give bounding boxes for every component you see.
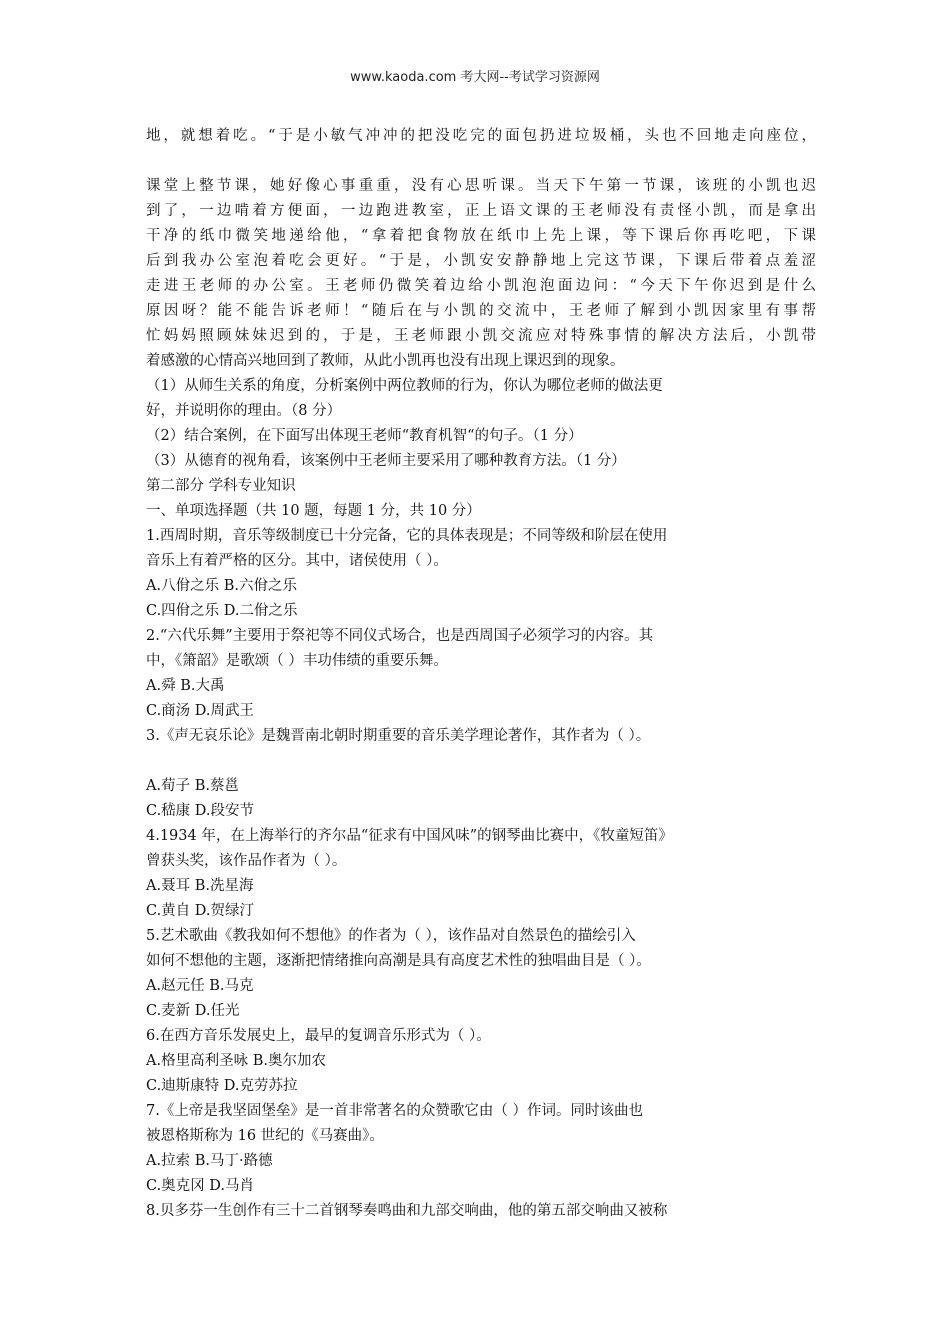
question-line: 好，并说明你的理由。（8 分） xyxy=(146,403,342,419)
question-2 xyxy=(146,624,816,724)
question-options: A.格里高利圣咏 B.奥尔加农 xyxy=(146,1053,326,1069)
question-stem: 6.在西方音乐发展史上，最早的复调音乐形式为（ ）。 xyxy=(146,1028,491,1044)
text-line: 忙妈妈照顾妹妹迟到的，于是，王老师跟小凯交流应对特殊事情的解决方法后，小凯带 xyxy=(146,328,816,344)
question-7 xyxy=(146,1099,816,1199)
case-paragraph xyxy=(146,174,816,374)
section-title: 一、单项选择题（共 10 题，每题 1 分，共 10 分） xyxy=(146,503,481,519)
question-options: C.商汤 D.周武王 xyxy=(146,703,255,719)
question-options: C.黄自 D.贺绿汀 xyxy=(146,903,255,919)
question-stem: 中，《箫韶》是歌颂（ ）丰功伟绩的重要乐舞。 xyxy=(146,653,448,669)
question-line: （3）从德育的视角看，该案例中王老师主要采用了哪种教育方法。（1 分） xyxy=(146,453,626,469)
question-stem: 音乐上有着严格的区分。其中，诸侯使用（ ）。 xyxy=(146,553,448,569)
page-header: www.kaoda.com 考大网--考试学习资源网 xyxy=(350,70,600,85)
question-1 xyxy=(146,524,816,624)
question-stem: 3.《声无哀乐论》是魏晋南北朝时期重要的音乐美学理论著作，其作者为（ ）。 xyxy=(146,728,651,744)
text-line: 走进王老师的办公室。王老师仍微笑着边给小凯泡泡面边问：“今天下午你迟到是什么 xyxy=(146,278,816,294)
question-options: A.聂耳 B.冼星海 xyxy=(146,878,254,894)
text-line: 干净的纸巾微笑地递给他，“拿着把食物放在纸巾上先上课，等下课后你再吃吧，下课 xyxy=(146,228,816,244)
question-4 xyxy=(146,824,816,924)
question-options: C.迪斯康特 D.克劳苏拉 xyxy=(146,1078,298,1094)
question-stem: 如何不想他的主题，逐渐把情绪推向高潮是具有高度艺术性的独唱曲目是（ ）。 xyxy=(146,953,651,969)
question-options: C.嵇康 D.段安节 xyxy=(146,803,255,819)
question-line: （2）结合案例，在下面写出体现王老师“教育机智“的句子。（1 分） xyxy=(146,428,583,444)
text-line: 着感激的心情高兴地回到了教师，从此小凯再也没有出现上课迟到的现象。 xyxy=(146,353,625,369)
question-stem: 4.1934 年，在上海举行的齐尔品“征求有中国风味”的钢琴曲比赛中，《牧童短笛》 xyxy=(146,828,673,844)
question-stem: 曾获头奖，该作品作者为（ ）。 xyxy=(146,853,347,869)
question-options: A.赵元任 B.马克 xyxy=(146,978,254,994)
question-options: C.麦新 D.任光 xyxy=(146,1003,240,1019)
question-6 xyxy=(146,1024,816,1099)
question-stem: 被恩格斯称为 16 世纪的《马赛曲》。 xyxy=(146,1128,384,1144)
case-questions xyxy=(146,374,816,474)
question-options: A.拉索 B.马丁·路德 xyxy=(146,1153,273,1169)
question-options: A.荀子 B.蔡邕 xyxy=(146,778,239,794)
question-options: A.舜 B.大禹 xyxy=(146,678,225,694)
question-8 xyxy=(146,1199,816,1224)
question-stem: 1.西周时期，音乐等级制度已十分完备，它的具体表现是；不同等级和阶层在使用 xyxy=(146,528,668,544)
question-stem: 5.艺术歌曲《教我如何不想他》的作者为（ ），该作品对自然景色的描绘引入 xyxy=(146,928,636,944)
part-title: 第二部分 学科专业知识 xyxy=(146,478,296,494)
text-line: 课堂上整节课，她好像心事重重，没有心思听课。当天下午第一节课，该班的小凯也迟 xyxy=(146,178,816,194)
text-line: 后到我办公室泡着吃会更好。“于是，小凯安安静静地上完这节课，下课后带着点羞涩 xyxy=(146,253,816,269)
question-options: A.八佾之乐 B.六佾之乐 xyxy=(146,578,297,594)
text-line: 原因呀？能不能告诉老师！“随后在与小凯的交流中，王老师了解到小凯因家里有事帮 xyxy=(146,303,816,319)
document-body xyxy=(146,124,816,1224)
question-options: C.奥克冈 D.马肖 xyxy=(146,1178,255,1194)
question-stem: 8.贝多芬一生创作有三十二首钢琴奏鸣曲和九部交响曲，他的第五部交响曲又被称 xyxy=(146,1203,668,1219)
question-stem: 2.“六代乐舞”主要用于祭祀等不同仪式场合，也是西周国子必须学习的内容。其 xyxy=(146,628,654,644)
text-line: 地，就想着吃。“于是小敏气冲冲的把没吃完的面包扔进垃圾桶，头也不回地走向座位， xyxy=(146,128,816,144)
question-3 xyxy=(146,724,816,824)
question-5 xyxy=(146,924,816,1024)
question-options: C.四佾之乐 D.二佾之乐 xyxy=(146,603,298,619)
question-line: （1）从师生关系的角度，分析案例中两位教师的行为，你认为哪位老师的做法更 xyxy=(146,378,663,394)
question-stem: 7.《上帝是我坚固堡垒》是一首非常著名的众赞歌它由（ ）作词。同时该曲也 xyxy=(146,1103,643,1119)
text-line: 到了，一边啃着方便面，一边跑进教室，正上语文课的王老师没有责怪小凯，而是拿出 xyxy=(146,203,816,219)
